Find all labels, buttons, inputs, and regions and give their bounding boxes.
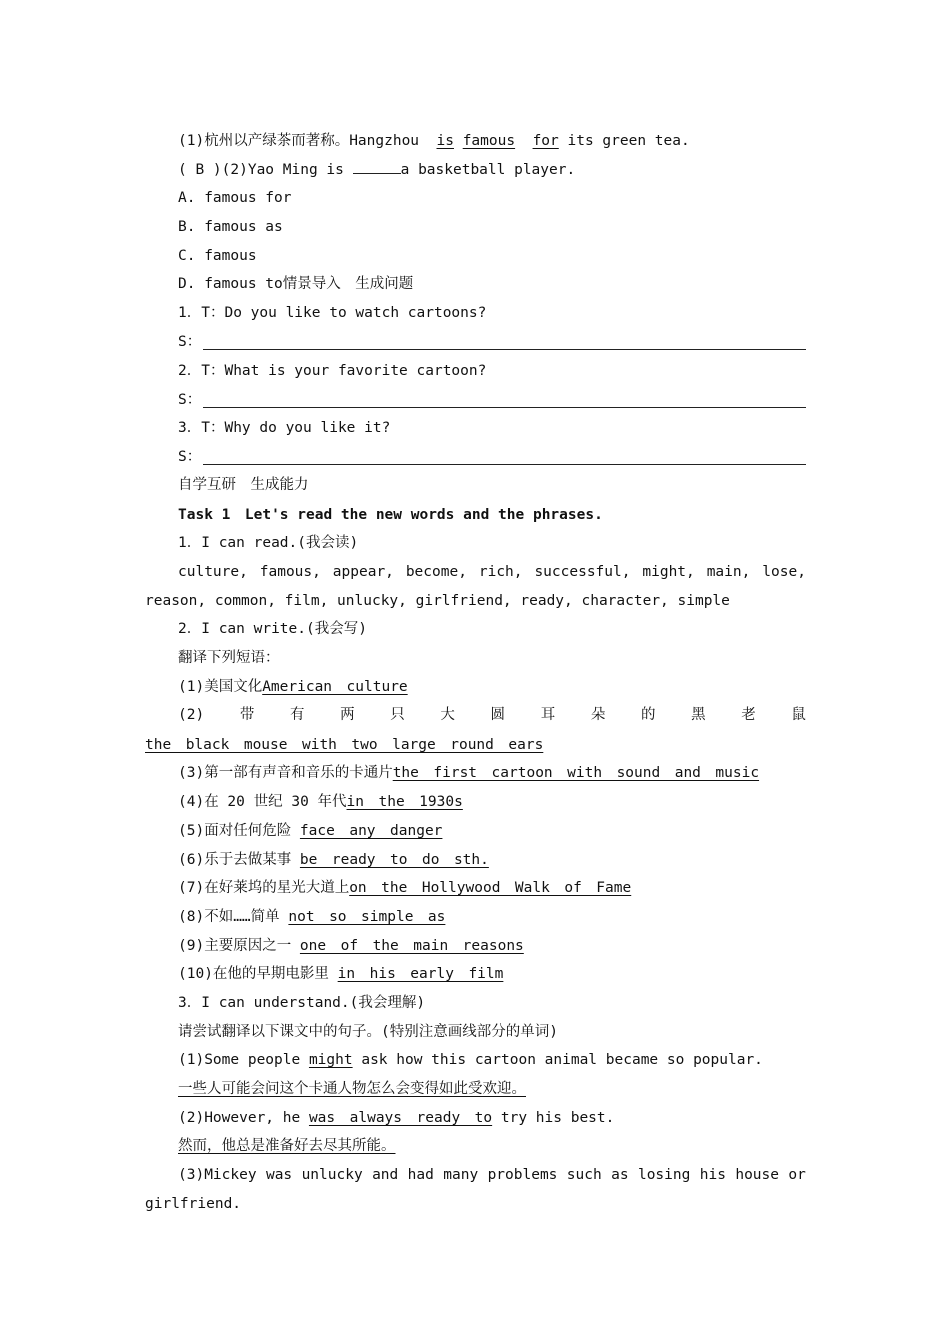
phrase-4-answer: in the 1930s	[346, 794, 463, 810]
phrase-5-answer: face any danger	[299, 823, 443, 839]
sentence-2	[178, 1106, 614, 1130]
phrase-10-label: (10)在他的早期电影里	[178, 966, 338, 982]
dialog-2-number: 2．	[178, 363, 202, 379]
sentence-2-post: try his best.	[492, 1110, 615, 1126]
sentence-1-post: ask how this cartoon animal became so popular.	[352, 1052, 763, 1068]
phrase-6	[178, 848, 489, 872]
option-d	[178, 272, 413, 296]
phrase-9-answer: one of the main reasons	[299, 938, 524, 954]
read-words-line-2: reason, common, film, unlucky, girlfriend, ready, character, simple	[145, 593, 730, 609]
char: 黑	[691, 707, 706, 723]
sentence-1	[178, 1048, 763, 1072]
dialog-2-text: T：What is your favorite cartoon?	[201, 363, 487, 379]
word: main,	[706, 564, 751, 580]
section-study-heading: 自学互研 生成能力	[178, 477, 309, 493]
word: had	[407, 1167, 434, 1183]
word: many	[443, 1167, 479, 1183]
option-d-text: D. famous to	[178, 276, 283, 292]
phrase-5	[178, 819, 442, 843]
phrase-8-answer: not so simple as	[288, 909, 446, 925]
sentence-3-line-1	[178, 1163, 806, 1187]
q1-answer-3: for	[532, 133, 559, 149]
sentence-2-underlined: was always ready to	[308, 1110, 493, 1126]
read-heading: 1．I can read.(我会读)	[178, 535, 359, 551]
word: unlucky	[301, 1167, 363, 1183]
word: house	[735, 1167, 779, 1183]
phrase-1	[178, 675, 408, 699]
phrase-3-label: (3)第一部有声音和音乐的卡通片	[178, 765, 393, 781]
phrase-4-label: (4)在 20 世纪 30 年代	[178, 794, 347, 810]
phrase-7-label: (7)在好莱坞的星光大道上	[178, 880, 350, 896]
q2-answer: ( B )	[178, 162, 222, 178]
dialog-2-question	[178, 359, 486, 383]
sentence-1-pre: (1)Some people	[178, 1052, 309, 1068]
q2-suffix: a basketball player.	[400, 162, 576, 178]
char: 只	[390, 707, 405, 723]
phrase-8-label: (8)不如……简单	[178, 909, 289, 925]
dialog-2-s-label: S：	[178, 392, 202, 408]
q1-answer-2: famous	[462, 133, 516, 149]
dialog-1-question	[178, 301, 486, 325]
phrase-1-answer: American culture	[262, 679, 408, 695]
phrase-1-label: (1)美国文化	[178, 679, 263, 695]
phrase-3-answer: the first cartoon with sound and music	[392, 765, 760, 781]
dialog-2-answer	[178, 388, 806, 412]
option-b: B. famous as	[178, 219, 283, 235]
char: 的	[640, 707, 656, 723]
word: successful,	[534, 564, 631, 580]
dialog-3-text: T：Why do you like it?	[201, 420, 391, 436]
word: losing	[637, 1167, 691, 1183]
option-a: A. famous for	[178, 190, 292, 206]
task-1-heading: Task 1 Let's read the new words and the phrases.	[178, 507, 603, 523]
char: 耳	[540, 707, 556, 723]
phrase-3	[178, 761, 759, 785]
dialog-3-answer	[178, 445, 806, 469]
q2-prefix: (2)Yao Ming is	[221, 162, 344, 178]
dialog-3-s-label: S：	[178, 449, 202, 465]
write-heading: 2．I can write.(我会写)	[178, 621, 367, 637]
char: 两	[340, 707, 355, 723]
sentence-1-underlined: might	[308, 1052, 353, 1068]
dialog-1-text: T：Do you like to watch cartoons?	[201, 305, 487, 321]
phrase-5-label: (5)面对任何危险	[178, 823, 300, 839]
word: rich,	[478, 564, 523, 580]
dialog-1-answer-line	[203, 335, 806, 350]
char: 朵	[590, 707, 606, 723]
q1-prefix: (1)杭州以产绿茶而著称。Hangzhou	[178, 133, 420, 149]
phrase-2-answer-line	[145, 733, 543, 757]
phrase-6-answer: be ready to do sth.	[299, 852, 489, 868]
sentence-3-line-2: girlfriend.	[145, 1196, 242, 1212]
word: culture,	[178, 564, 248, 580]
phrase-2-label	[178, 703, 806, 727]
word: appear,	[332, 564, 394, 580]
phrase-10	[178, 962, 503, 986]
sentence-2-translation: 然而，他总是准备好去尽其所能。	[178, 1138, 396, 1154]
dialog-1-number: 1．	[178, 305, 202, 321]
phrase-7-answer: on the Hollywood Walk of Fame	[349, 880, 632, 896]
char: (2)	[178, 707, 205, 723]
word: problems	[487, 1167, 558, 1183]
q2-blank	[353, 159, 401, 174]
sentence-1-translation: 一些人可能会问这个卡通人物怎么会变得如此受欢迎。	[178, 1081, 526, 1097]
understand-instruction: 请尝试翻译以下课文中的句子。(特别注意画线部分的单词)	[178, 1024, 558, 1040]
char: 鼠	[791, 707, 806, 723]
word: his	[699, 1167, 726, 1183]
phrase-2-answer: the black mouse with two large round ears	[145, 737, 544, 753]
char: 老	[741, 707, 756, 723]
q1-suffix: its green tea.	[567, 133, 690, 149]
char: 大	[440, 707, 455, 723]
char: 有	[289, 707, 305, 723]
char: 带	[239, 707, 255, 723]
sentence-2-pre: (2)However, he	[178, 1110, 309, 1126]
word: (3)Mickey	[178, 1167, 257, 1183]
dialog-2-answer-line	[203, 393, 806, 408]
word: and	[372, 1167, 399, 1183]
word: famous,	[259, 564, 321, 580]
understand-heading: 3．I can understand.(我会理解)	[178, 995, 426, 1011]
phrase-4	[178, 790, 463, 814]
char: 圆	[490, 707, 506, 723]
phrase-6-label: (6)乐于去做某事	[178, 852, 300, 868]
question-2	[178, 158, 575, 182]
dialog-1-s-label: S：	[178, 334, 202, 350]
word: might,	[642, 564, 695, 580]
read-words-line-1	[178, 560, 806, 584]
q1-answer-1: is	[436, 133, 454, 149]
word: as	[611, 1167, 629, 1183]
question-1	[178, 129, 690, 153]
phrase-7	[178, 876, 631, 900]
option-c: C. famous	[178, 248, 257, 264]
dialog-3-number: 3．	[178, 420, 202, 436]
dialog-3-question	[178, 416, 390, 440]
dialog-3-answer-line	[203, 450, 806, 465]
write-instruction: 翻译下列短语：	[178, 650, 280, 666]
phrase-9	[178, 934, 524, 958]
word: such	[566, 1167, 602, 1183]
section-intro-heading: 情景导入 生成问题	[282, 276, 414, 292]
word: become,	[405, 564, 467, 580]
word: was	[265, 1167, 293, 1183]
phrase-10-answer: in his early film	[337, 966, 504, 982]
dialog-1-answer	[178, 330, 806, 354]
word: lose,	[762, 564, 806, 580]
word: or	[788, 1167, 806, 1183]
phrase-9-label: (9)主要原因之一	[178, 938, 300, 954]
phrase-8	[178, 905, 445, 929]
